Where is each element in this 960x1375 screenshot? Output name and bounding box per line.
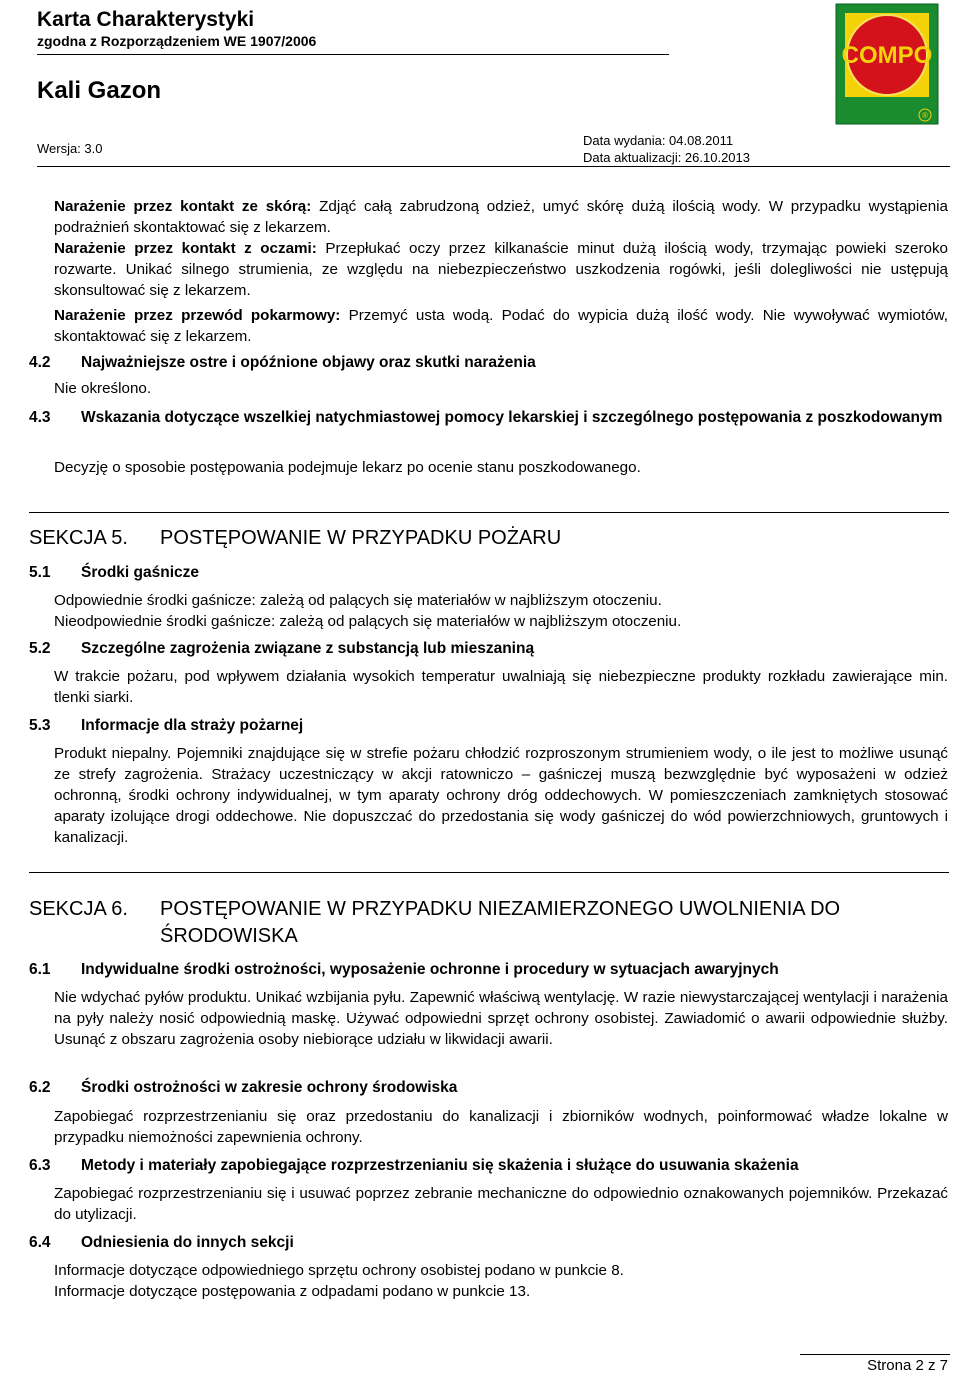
date-block xyxy=(583,132,750,166)
suitable-media: Odpowiednie środki gaśnicze: zależą od palących się materiałów w najbliższym otoczeniu. xyxy=(54,592,662,609)
subsection-5-1-body xyxy=(54,590,948,632)
section-divider xyxy=(29,872,949,873)
eye-exposure-paragraph xyxy=(54,238,948,301)
section-divider xyxy=(29,512,949,513)
subsection-number: 4.2 xyxy=(29,354,51,371)
subsection-title: Odniesienia do innych sekcji xyxy=(81,1234,294,1251)
unsuitable-media: Nieodpowiednie środki gaśnicze: zależą od palących się materiałów w najbliższym otoczeniu. xyxy=(54,613,682,630)
eye-exposure-text: Przepłukać oczy przez kilkanaście minut dużą ilością wody, trzymając powieki szeroko rozwarte. Unikać silnego strumienia, ze względu na niebezpieczeństwo uszkodzenia rogówki, jeśli dolegliwości nie ustępują skonsultować się z lekarzem. xyxy=(54,240,948,299)
subsection-number: 5.2 xyxy=(29,640,51,657)
compo-logo-icon xyxy=(835,3,939,125)
subsection-number: 5.3 xyxy=(29,717,51,734)
registered-mark: ® xyxy=(922,111,928,120)
product-name: Kali Gazon xyxy=(37,77,162,104)
ingestion-label: Narażenie przez przewód pokarmowy: xyxy=(54,307,341,324)
document-title: Karta Charakterystyki xyxy=(37,8,255,31)
subsection-5-3-body: Produkt niepalny. Pojemniki znajdujące się w strefie pożaru chłodzić rozproszonym strumieniem wody, o ile jest to możliwe usunąć ze strefy zagrożenia. Strażacy uczestniczący w akcji ratowniczo – gaśniczej muszą bezwzględnie być wyposażeni w odzież ochronną, środki ochrony indywidualnej, w tym aparaty ochrony dróg oddechowych. W pomieszczeniach zamkniętych stosować aparaty izolujące drogi oddechowe. Nie dopuszczać do przedostania się wody gaśniczej do wód powierzchniowych, gruntowych i kanalizacji. xyxy=(54,745,948,846)
section-title: POSTĘPOWANIE W PRZYPADKU NIEZAMIERZONEGO UWOLNIENIA DO ŚRODOWISKA xyxy=(160,898,841,947)
regulation-subtitle: zgodna z Rozporządzeniem WE 1907/2006 xyxy=(37,33,317,49)
update-date: Data aktualizacji: 26.10.2013 xyxy=(583,150,750,165)
subsection-6-1-body: Nie wdychać pyłów produktu. Unikać wzbijania pyłu. Zapewnić właściwą wentylację. W razie niewystarczającej wentylacji i narażenia na pyły należy nosić odpowiednią maskę. Używać odpowiedni sprzęt ochrony osobistej. Zawiadomić o awarii odpowiednie służby. Usunąć z obszaru zagrożenia osoby niebiorące udziału w likwidacji awarii. xyxy=(54,989,948,1048)
subsection-title: Szczególne zagrożenia związane z substancją lub mieszaniną xyxy=(81,640,535,657)
subsection-6-4-body xyxy=(54,1260,948,1302)
subsection-number: 4.3 xyxy=(29,409,51,426)
skin-exposure-text: Zdjąć całą zabrudzoną odzież, umyć skórę dużą ilością wody. W przypadku wystąpienia podrażnień skontaktować się z lekarzem. xyxy=(54,198,949,236)
page-number: Strona 2 z 7 xyxy=(867,1357,948,1374)
subsection-title: Środki gaśnicze xyxy=(81,564,200,581)
subsection-6-2-body: Zapobiegać rozprzestrzenianiu się oraz przedostaniu do kanalizacji i zbiorników wodnych, poinformować władze lokalne w przypadku niemożności zapewnienia ochrony. xyxy=(54,1108,948,1146)
subsection-number: 6.3 xyxy=(29,1157,51,1174)
section-number: SEKCJA 5. xyxy=(29,527,128,549)
eye-exposure-label: Narażenie przez kontakt z oczami: xyxy=(54,240,317,257)
skin-exposure-paragraph xyxy=(54,196,948,238)
subsection-6-3-body: Zapobiegać rozprzestrzenianiu się i usuwać poprzez zebranie mechaniczne do odpowiednio oznakowanych pojemników. Przekazać do utylizacji. xyxy=(54,1185,948,1223)
issue-date: Data wydania: 04.08.2011 xyxy=(583,133,734,148)
subsection-title: Środki ostrożności w zakresie ochrony środowiska xyxy=(81,1079,458,1096)
logo-text: COMPO xyxy=(841,42,933,69)
section-title: POSTĘPOWANIE W PRZYPADKU POŻARU xyxy=(160,527,562,549)
header-divider xyxy=(37,54,669,55)
reference-waste: Informacje dotyczące postępowania z odpadami podano w punkcie 13. xyxy=(54,1283,531,1300)
subsection-number: 6.1 xyxy=(29,961,51,978)
subsection-title: Informacje dla straży pożarnej xyxy=(81,717,304,734)
header-bottom-divider xyxy=(37,166,950,167)
subsection-number: 5.1 xyxy=(29,564,51,581)
subsection-number: 6.4 xyxy=(29,1234,51,1251)
subsection-5-2-body: W trakcie pożaru, pod wpływem działania wysokich temperatur uwalniają się niebezpieczne produkty rozkładu zawierające min. tlenki siarki. xyxy=(54,668,948,706)
ingestion-text: Przemyć usta wodą. Podać do wypicia dużą ilość wody. Nie wywoływać wymiotów, skontaktować się z lekarzem. xyxy=(54,307,948,345)
subsection-number: 6.2 xyxy=(29,1079,51,1096)
version-label: Wersja: 3.0 xyxy=(37,141,103,156)
subsection-title: Indywidualne środki ostrożności, wyposażenie ochronne i procedury w sytuacjach awaryjnych xyxy=(81,961,779,978)
subsection-4-3-body: Decyzję o sposobie postępowania podejmuje lekarz po ocenie stanu poszkodowanego. xyxy=(54,459,641,476)
subsection-4-2-body: Nie określono. xyxy=(54,380,152,397)
subsection-title: Wskazania dotyczące wszelkiej natychmiastowej pomocy lekarskiej i szczególnego postępowania z poszkodowanym xyxy=(81,409,943,426)
reference-ppe: Informacje dotyczące odpowiedniego sprzętu ochrony osobistej podano w punkcie 8. xyxy=(54,1262,624,1279)
skin-exposure-label: Narażenie przez kontakt ze skórą: xyxy=(54,198,312,215)
section-number: SEKCJA 6. xyxy=(29,898,128,920)
subsection-title: Najważniejsze ostre i opóźnione objawy oraz skutki narażenia xyxy=(81,354,536,371)
footer-divider xyxy=(800,1354,950,1355)
subsection-title: Metody i materiały zapobiegające rozprzestrzenianiu się skażenia i służące do usuwania skażenia xyxy=(81,1157,799,1174)
ingestion-paragraph xyxy=(54,305,948,347)
